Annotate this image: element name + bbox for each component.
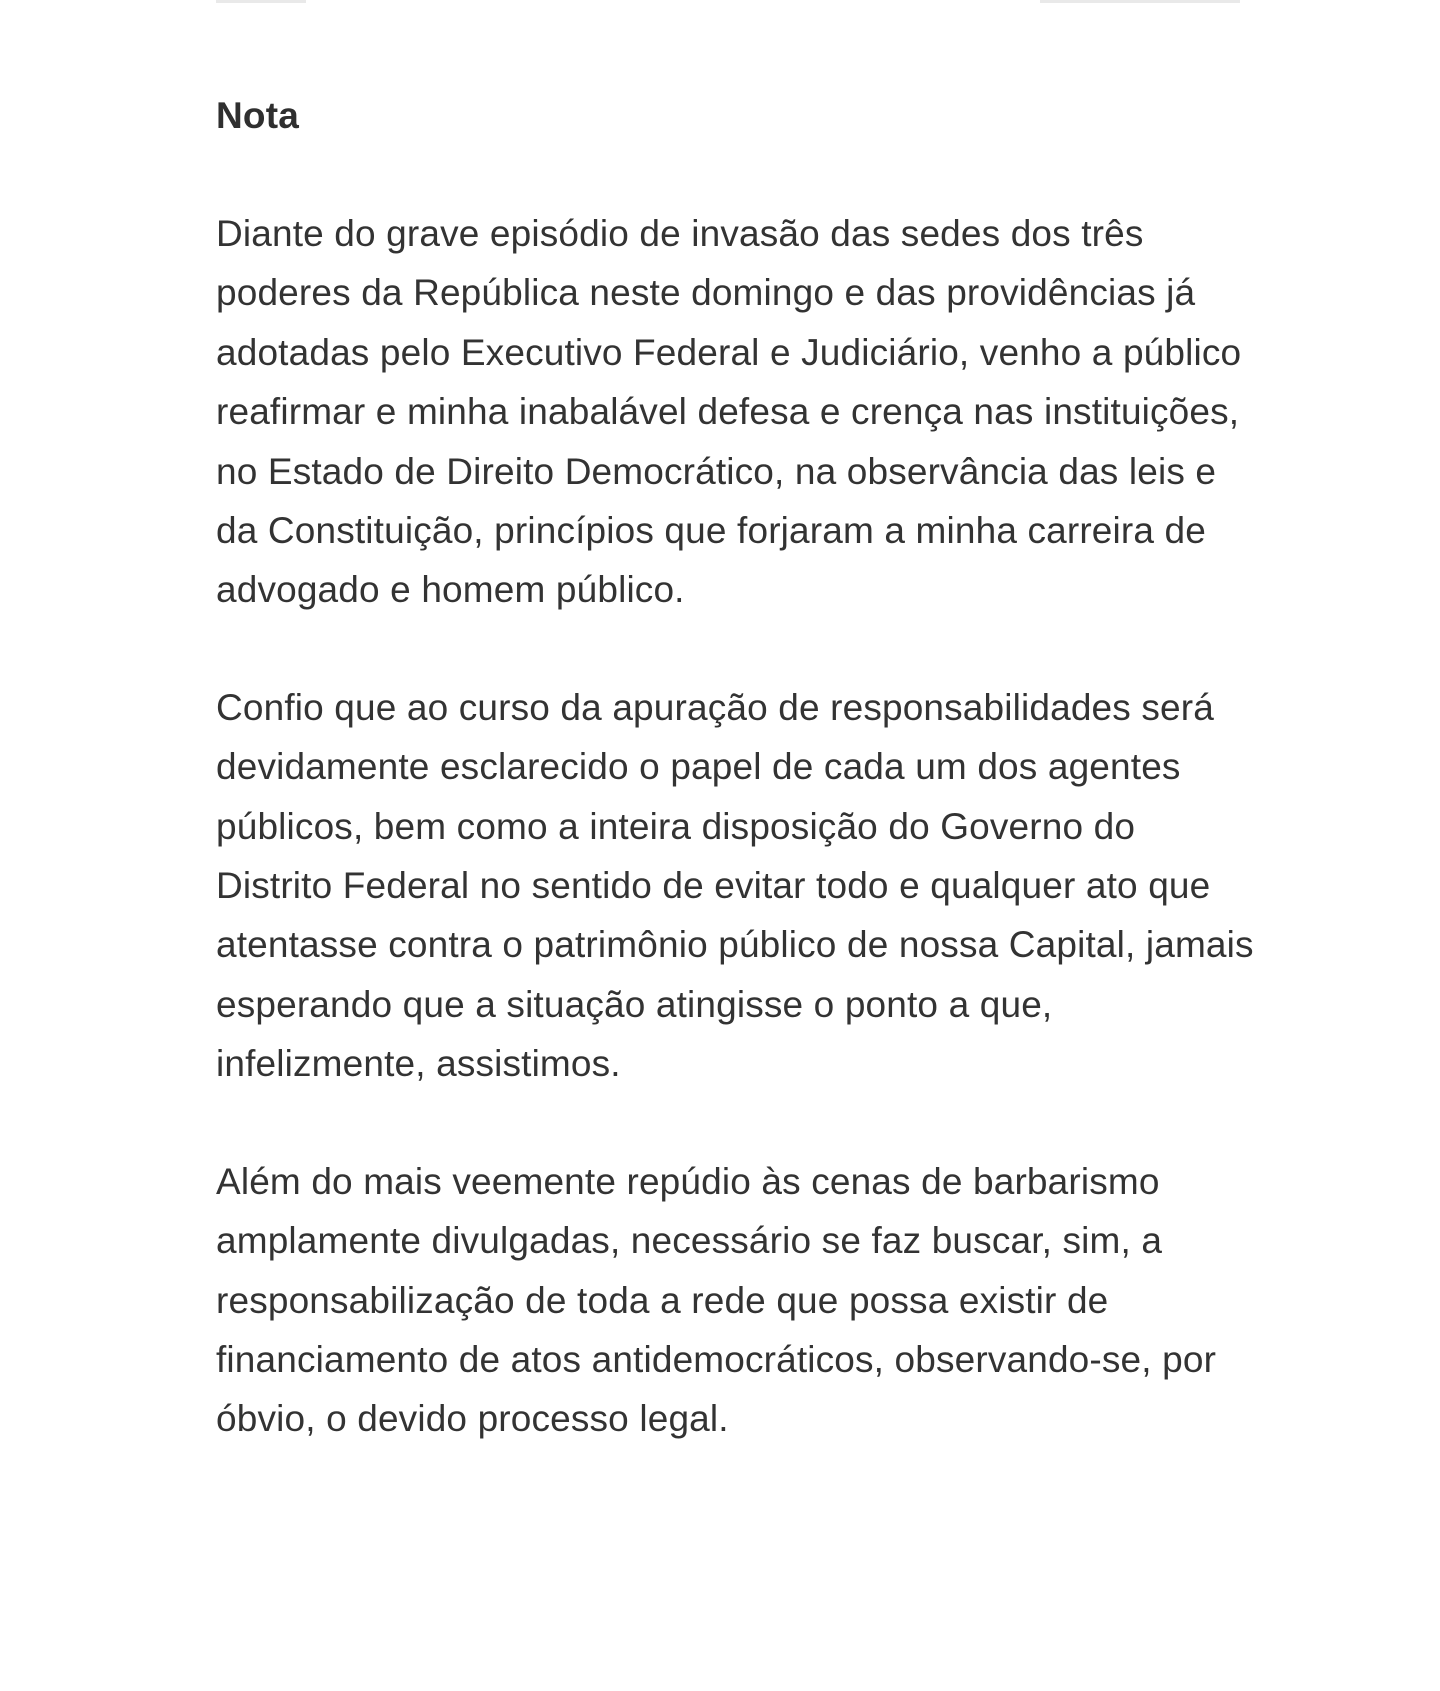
- top-edge-divider-left: [216, 0, 306, 3]
- note-paragraph-2: Confio que ao curso da apuração de responsabilidades será devidamente esclarecido o papel de cada um dos agentes públicos, bem como a inteira disposição do Governo do Distrito Federal no sentido de evitar todo e qualquer ato que atentasse contra o patrimônio público de nossa Capital, jamais esperando que a situação atingisse o ponto a que, infelizmente, assistimos.: [216, 686, 1254, 1085]
- note-document: [216, 86, 1256, 1449]
- top-edge-divider-right: [1040, 0, 1240, 3]
- note-paragraph-3: Além do mais veemente repúdio às cenas de barbarismo amplamente divulgadas, necessário se faz buscar, sim, a responsabilização de toda a rede que possa existir de financiamento de atos antidemocráticos, observando-se, por óbvio, o devido processo legal.: [216, 1160, 1217, 1440]
- note-paragraph-1: Diante do grave episódio de invasão das sedes dos três poderes da República neste domingo e das providências já adotadas pelo Executivo Federal e Judiciário, venho a público reafirmar e minha inabalável defesa e crença nas instituições, no Estado de Direito Democrático, na observância das leis e da Constituição, princípios que forjaram a minha carreira de advogado e homem público.: [216, 213, 1242, 611]
- note-title: Nota: [216, 95, 300, 136]
